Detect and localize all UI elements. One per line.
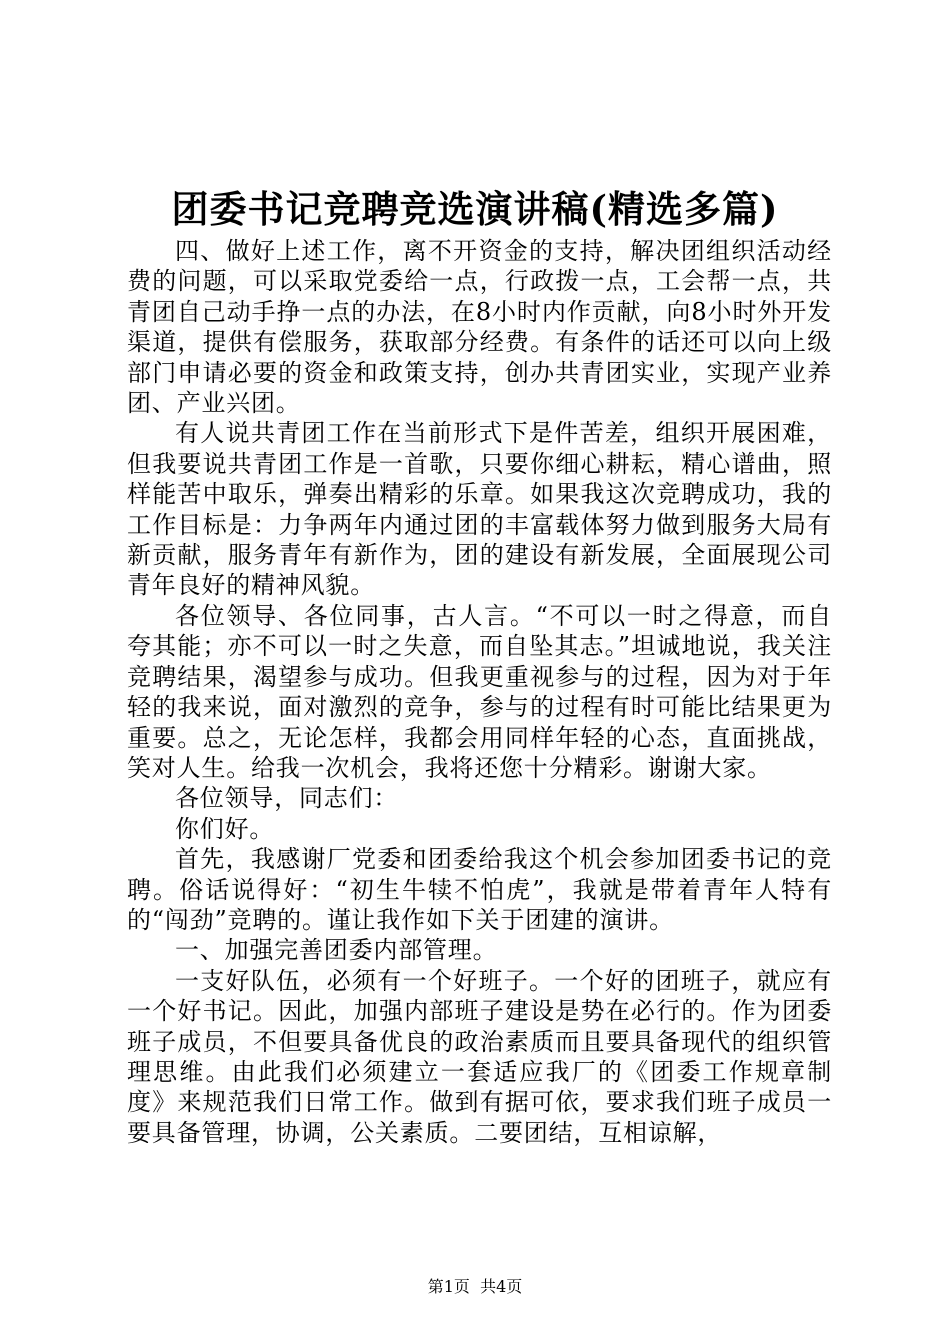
paragraph-introduction: 首先，我感谢厂党委和团委给我这个机会参加团委书记的竞聘。俗话说得好：“初生牛犊不怕虎”，我就是带着青年人特有的“闯劲”竞聘的。谨让我作如下关于团建的演讲。 [127,845,832,934]
page-number: 第1页 [427,1277,470,1296]
page-total: 共4页 [480,1277,523,1296]
paragraph-team-building: 一支好队伍，必须有一个好班子。一个好的团班子，就应有一个好书记。因此，加强内部班子建设是势在必行的。作为团委班子成员，不但要具备优良的政治素质而且要具备现代的组织管理思维。由此我们必须建立一套适应我厂的《团委工作规章制度》来规范我们日常工作。做到有据可依，要求我们班子成员一要具备管理，协调，公关素质。二要团结，互相谅解， [127,966,832,1147]
paragraph-section-heading: 一、加强完善团委内部管理。 [175,936,498,965]
paragraph-funding: 四、做好上述工作，离不开资金的支持，解决团组织活动经费的问题，可以采取党委给一点，行政拨一点，工会帮一点，共青团自己动手挣一点的办法，在8小时内作贡献，向8小时外开发渠道，提供有偿服务，获取部分经费。有条件的话还可以向上级部门申请必要的资金和政策支持，创办共青团实业，实现产业养团、产业兴团。 [127,237,832,418]
page-footer [0,1276,950,1298]
paragraph-closing: 各位领导、各位同事，古人言。“不可以一时之得意，而自夸其能；亦不可以一时之失意，而自坠其志。”坦诚地说，我关注竞聘结果，渴望参与成功。但我更重视参与的过程，因为对于年轻的我来说，面对激烈的竞争，参与的过程有时可能比结果更为重要。总之，无论怎样，我都会用同样年轻的心态，直面挑战，笑对人生。给我一次机会，我将还您十分精彩。谢谢大家。 [127,601,832,782]
document-title: 团委书记竞聘竞选演讲稿(精选多篇) [171,187,779,231]
paragraph-work-goals: 有人说共青团工作在当前形式下是件苦差，组织开展困难，但我要说共青团工作是一首歌，只要你细心耕耘，精心谱曲，照样能苦中取乐，弹奏出精彩的乐章。如果我这次竞聘成功，我的工作目标是：力争两年内通过团的丰富载体努力做到服务大局有新贡献，服务青年有新作为，团的建设有新发展，全面展现公司青年良好的精神风貌。 [127,419,832,600]
paragraph-greeting: 你们好。 [175,814,275,843]
document-body [127,236,832,1148]
paragraph-salutation: 各位领导，同志们： [175,784,399,813]
